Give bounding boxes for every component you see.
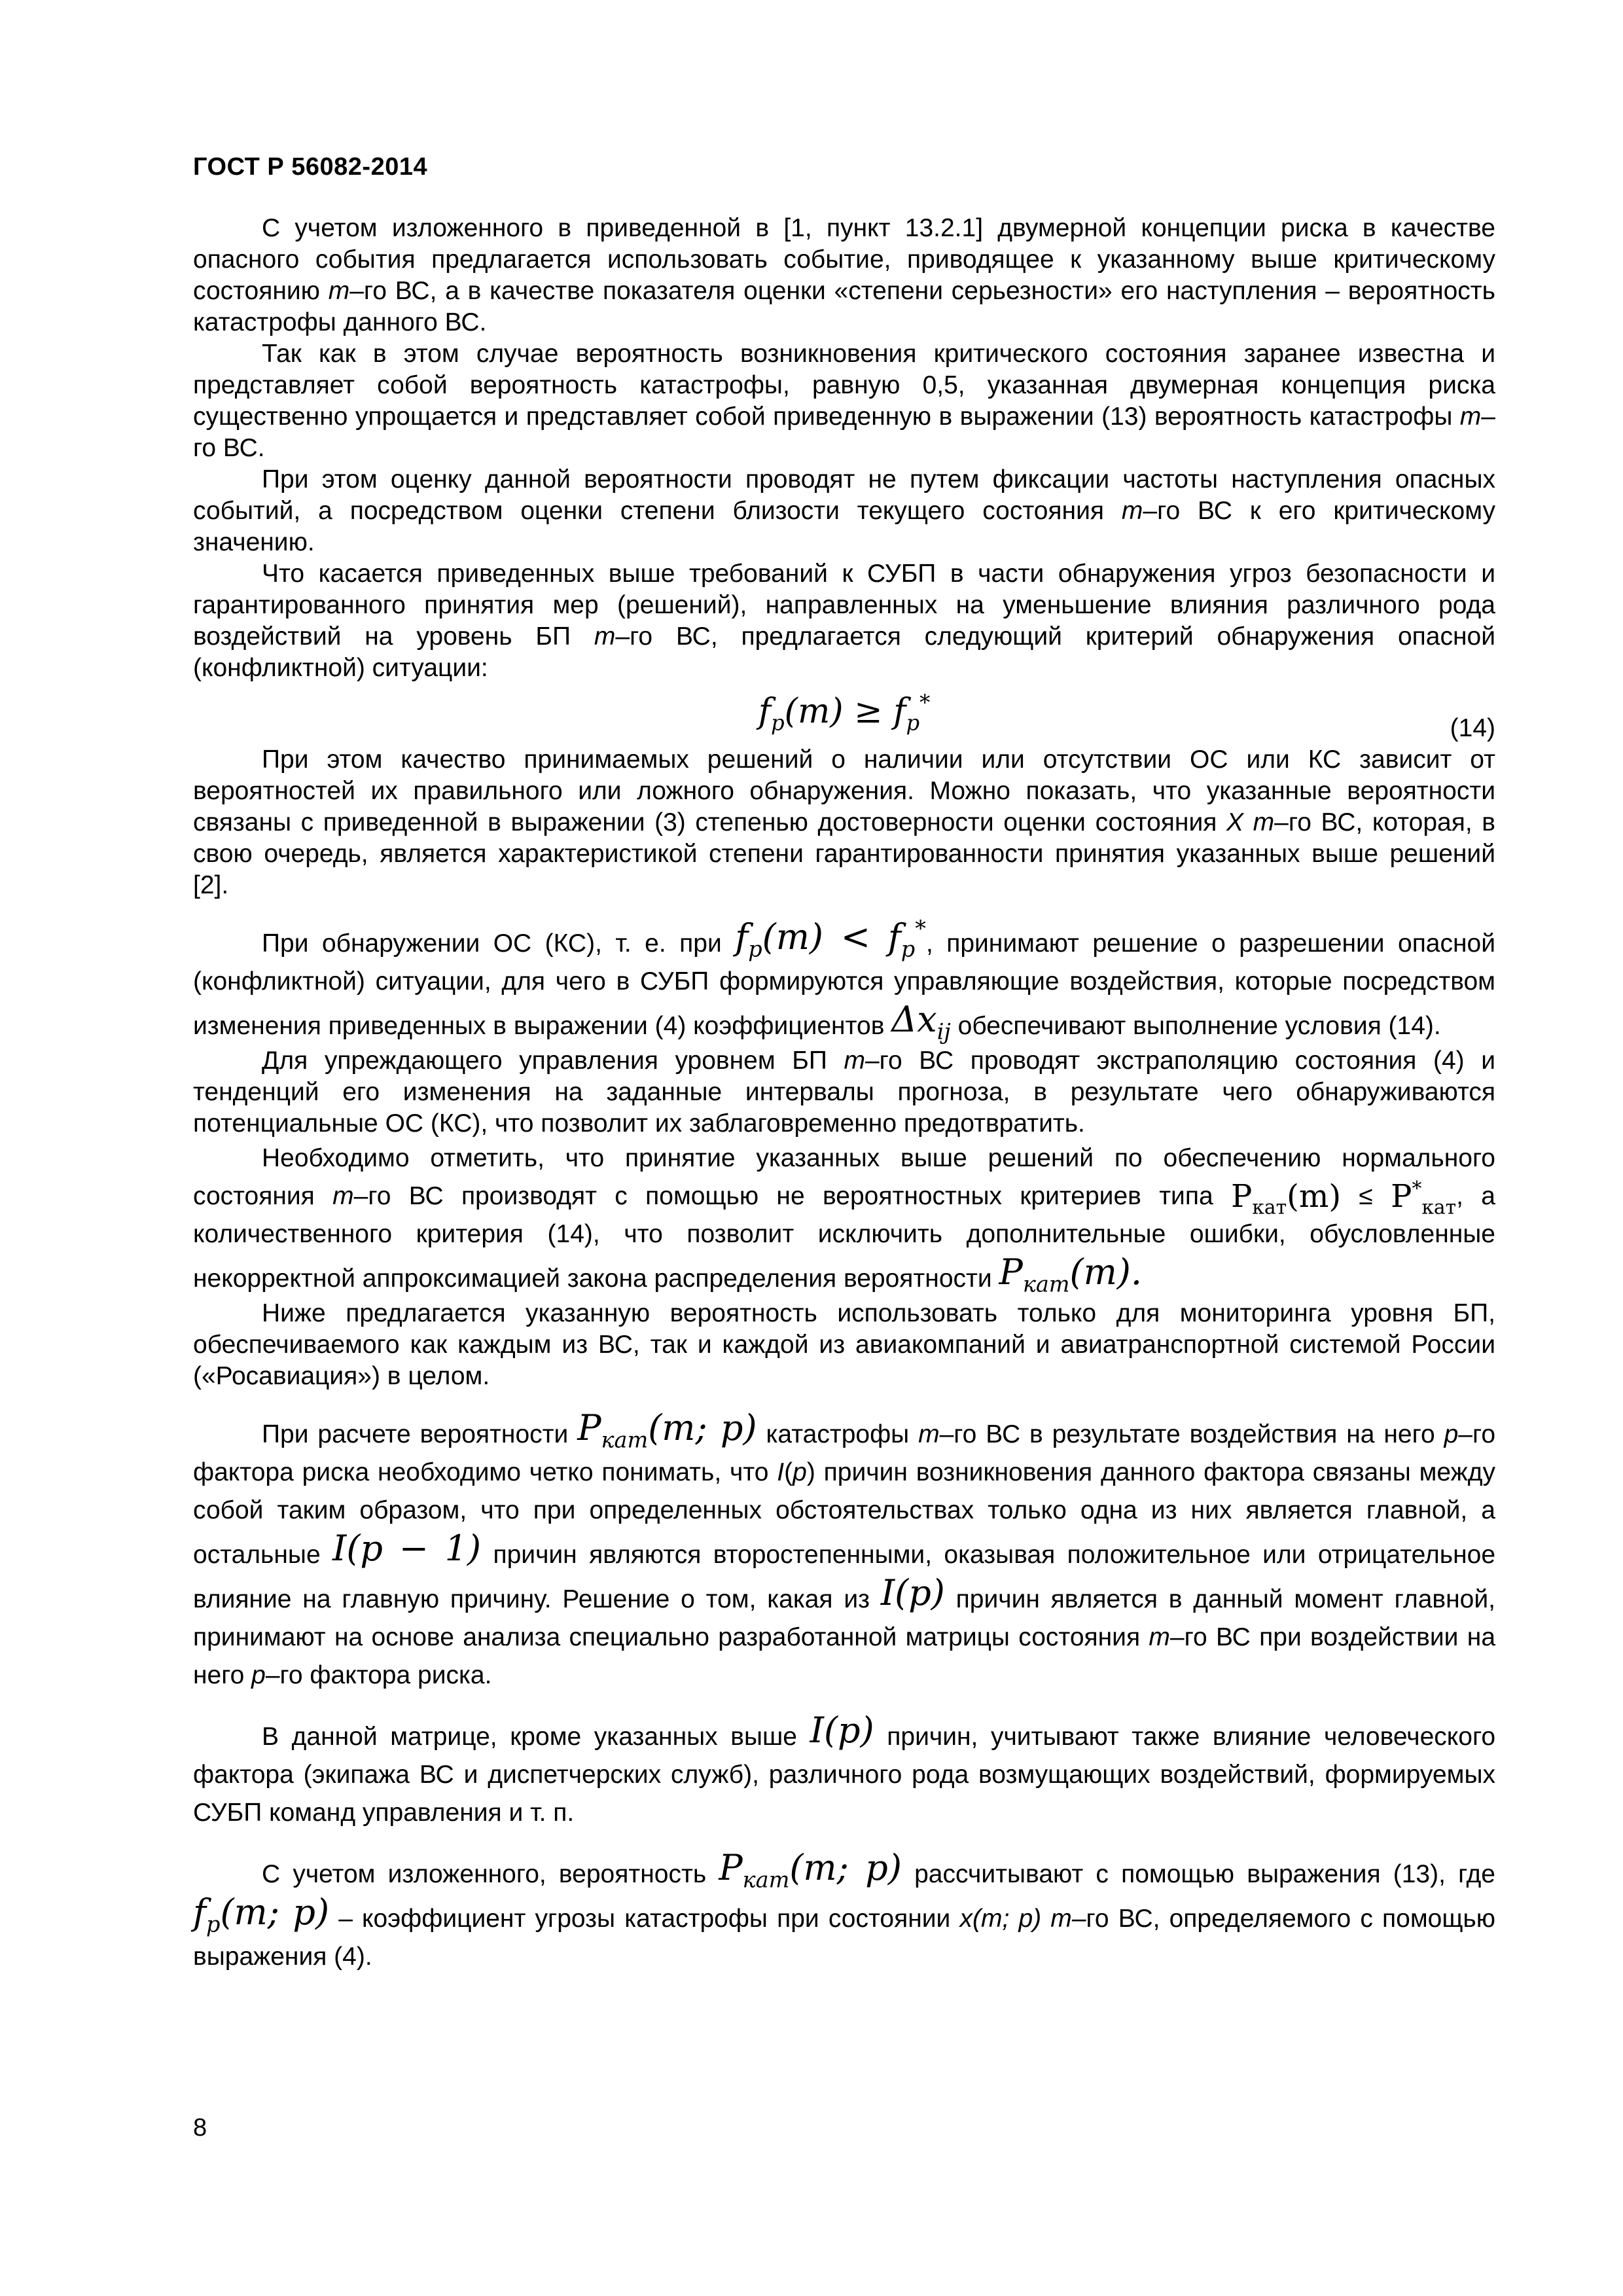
formula-i-p-minus-1: I(p − 1) [332,1528,482,1569]
formula-i-p-2: I(p) [810,1710,874,1751]
paragraph-7: Для упреждающего управления уровнем БП m–го ВС проводят экстраполяцию состояния (4) и тенденций его изменения на заданные интервалы прогноза, в результате чего обнаруживаются потенциальные ОС (КС), что позволит их заблаговременно предотвратить. [193,1047,1495,1138]
paragraph-8: Необходимо отметить, что принятие указанных выше решений по обеспечению нормального состояния m–го ВС производят с помощью не вероятностных критериев типа $P_{кат}(m) \le P^*_{кат}$, а количественного критерия (14), что позволит исключить дополнительные ошибки, обусловленные некорректной аппроксимацией закона распределения вероятности $P_{кат}(m)$. [193,1144,1495,1297]
paragraph-9: Ниже предлагается указанную вероятность использовать только для мониторинга уровня БП, обеспечиваемого как каждым из ВС, так и каждой из авиакомпаний и авиатранспортной системой России («Росавиация») в целом. [193,1299,1495,1390]
paragraph-10: При расчете вероятности $P_{кат}(m$; p) катастрофы m–го ВС в результате воздействия на него p–го фактора риска необходимо четко понимать, что I(p) причин возникновения данного фактора связаны между собой таким образом, что при определенных обстоятельствах только одна из них является главной, а остальные I(p − 1) причин являются второстепенными, оказывая положительное или отрицательное влияние на главную причину. Решение о том, какая из I(p) причин является в данный момент главной, принимают на основе анализа специально разработанной матрицы состояния m–го ВС при воздействии на него p–го фактора риска. [193,1407,1496,1689]
page-number: 8 [193,2114,207,2142]
paragraph-11: В данной матрице, кроме указанных выше I(p) причин, учитывают также влияние человеческого фактора (экипажа ВС и диспетчерских служб), различного рода возмущающих воздействий, формируемых СУБП команд управления и т. п. [193,1710,1496,1827]
formula-p-kat-m: $P_{кат}(m)$. [999,1251,1143,1297]
paragraph-5: При этом качество принимаемых решений о наличии или отсутствии ОС или КС зависит от вероятностей их правильного или ложного обнаружения. Можно показать, что указанные вероятности связаны с приведенной в выражении (3) степенью достоверности оценки состояния X m–го ВС, которая, в свою очередь, является характеристикой степени гарантированности принятия указанных выше решений [2]. [193,745,1495,899]
formula-p-kat-star: $P^*_{кат}$ [1391,1177,1457,1219]
paragraph-1: С учетом изложенного в приведенной в [1, пункт 13.2.1] двумерной концепции риска в качестве опасного события предлагается использовать событие, приводящее к указанному выше критическому состоянию m–го ВС, а в качестве показателя оценки «степени серьезности» его наступления – вероятность катастрофы данного ВС. [193,214,1495,336]
formula-criterion: $f_p(m) \ge f_p^*$ [758,690,931,736]
formula-p-kat-mp: $P_{кат}(m$; p) [577,1407,757,1453]
paragraph-6: При обнаружении ОС (КС), т. е. при $f_p(m) < f_p^*$, принимают решение о разрешении опасной (конфликтной) ситуации, для чего в СУБП формируются управляющие воздействия, которые посредством изменения приведенных в выражении (4) коэффициентов $\Delta x_{ij}$ обеспечивают выполнение условия (14). [193,915,1496,1045]
formula-i-p: I(p) [880,1572,945,1613]
paragraph-3: При этом оценку данной вероятности проводят не путем фиксации частоты наступления опасных событий, а посредством оценки степени близости текущего состояния m–го ВС к его критическому значению. [193,465,1495,556]
document-body [193,213,1495,1976]
paragraph-2: Так как в этом случае вероятность возникновения критического состояния заранее известна и представляет собой вероятность катастрофы, равную 0,5, указанная двумерная концепция риска существенно упрощается и представляет собой приведенную в выражении (13) вероятность катастрофы m–го ВС. [193,340,1495,462]
formula-p-kat: $P_{кат}(m)$ [1231,1178,1342,1219]
formula-fp-mp: $f_p(m$; p) [193,1892,330,1937]
formula-delta-x: $\Delta x_{ij}$ [891,999,951,1045]
formula-p-kat-mp-2: $P_{кат}(m$; p) [719,1847,902,1893]
document-header: ГОСТ Р 56082-2014 [193,153,428,181]
equation-14 [193,688,1495,742]
equation-number: (14) [1450,714,1495,742]
paragraph-4: Что касается приведенных выше требований к СУБП в части обнаружения угроз безопасности и гарантированного принятия мер (решений), направленных на уменьшение влияния различного рода воздействий на уровень БП m–го ВС, предлагается следующий критерий обнаружения опасной (конфликтной) ситуации: [193,560,1495,682]
paragraph-12: С учетом изложенного, вероятность $P_{кат}(m$; p) рассчитывают с помощью выражения (13), где $f_p(m$; p) – коэффициент угрозы катастрофы при состоянии x(m; p) m–го ВС, определяемого с помощью выражения (4). [193,1847,1495,1971]
formula-criterion-lt: $f_p(m) < f_p^*$ [735,915,926,962]
